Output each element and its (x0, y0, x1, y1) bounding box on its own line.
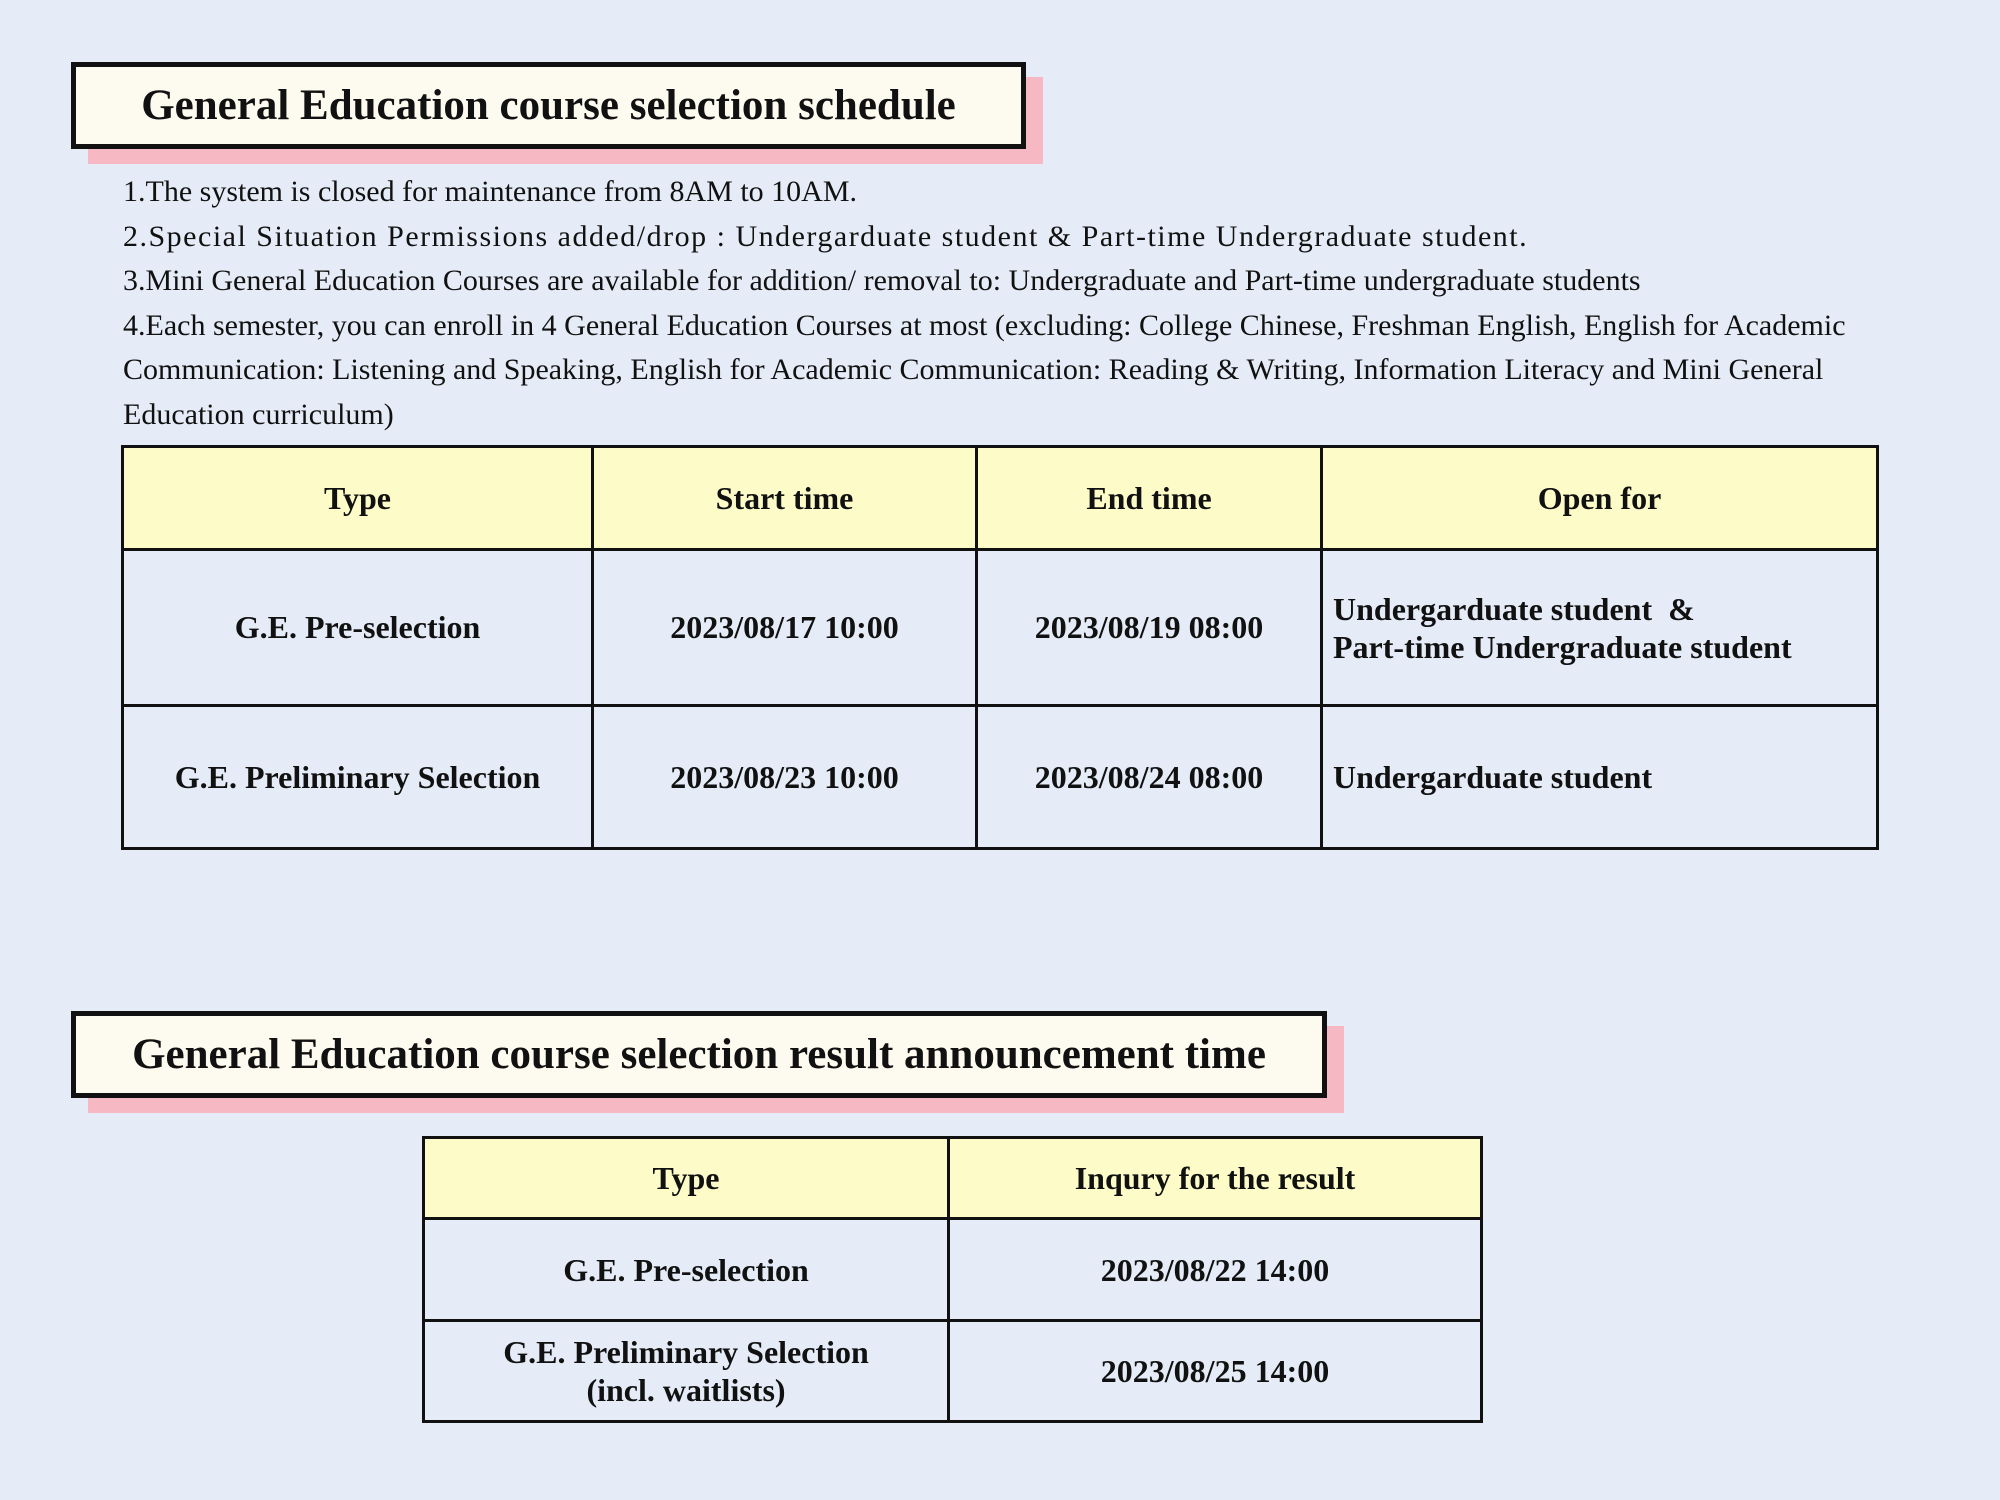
cell-time: 2023/08/22 14:00 (949, 1219, 1482, 1321)
note-1: 1.The system is closed for maintenance from 8AM to 10AM. (123, 175, 858, 208)
cell-type: G.E. Pre-selection (123, 550, 593, 706)
cell-start: 2023/08/17 10:00 (593, 550, 977, 706)
cell-open-for (1322, 706, 1878, 849)
table-row (424, 1219, 1482, 1321)
schedule-header-row (123, 447, 1878, 550)
header-type: Type (123, 447, 593, 550)
note-2: 2.Special Situation Permissions added/drop : Undergarduate student & Part-time Undergraduate student. (123, 219, 1529, 253)
note-4: 4.Each semester, you can enroll in 4 General Education Courses at most (excluding: College Chinese, Freshman English, English for Academic Communication: Listening and Speaking, English for Academic Communication: Reading & Writing, Information Literacy and Mini General Education curriculum) (123, 308, 1846, 431)
schedule-title-box (71, 62, 1026, 149)
open-for-line: Undergarduate student & (1333, 590, 1695, 627)
cell-type: G.E. Preliminary Selection (123, 706, 593, 849)
table-row (424, 1321, 1482, 1422)
type-line: (incl. waitlists) (586, 1372, 786, 1408)
table-row (123, 550, 1878, 706)
results-header-row (424, 1138, 1482, 1219)
cell-end: 2023/08/24 08:00 (977, 706, 1322, 849)
results-title-box (71, 1011, 1327, 1098)
cell-open-for (1322, 550, 1878, 706)
note-3: 3.Mini General Education Courses are available for addition/ removal to: Undergraduate and Part-time undergraduate students (123, 264, 1641, 297)
cell-end: 2023/08/19 08:00 (977, 550, 1322, 706)
header-open-for: Open for (1322, 447, 1878, 550)
open-for-line: Part-time Undergraduate student (1333, 628, 1792, 665)
results-title: General Education course selection result announcement time (132, 1031, 1266, 1078)
cell-type (424, 1321, 949, 1422)
header-end-time: End time (977, 447, 1322, 550)
table-row (123, 706, 1878, 849)
header-type: Type (424, 1138, 949, 1219)
schedule-title: General Education course selection schedule (141, 82, 956, 129)
open-for-line: Undergarduate student (1333, 759, 1653, 795)
header-inquiry: Inqury for the result (949, 1138, 1482, 1219)
schedule-notes (123, 170, 1883, 437)
header-start-time: Start time (593, 447, 977, 550)
cell-start: 2023/08/23 10:00 (593, 706, 977, 849)
type-line: G.E. Pre-selection (563, 1251, 809, 1288)
cell-type (424, 1219, 949, 1321)
type-line: G.E. Preliminary Selection (503, 1334, 869, 1370)
results-table (422, 1136, 1483, 1423)
schedule-table (121, 445, 1879, 850)
cell-time: 2023/08/25 14:00 (949, 1321, 1482, 1422)
